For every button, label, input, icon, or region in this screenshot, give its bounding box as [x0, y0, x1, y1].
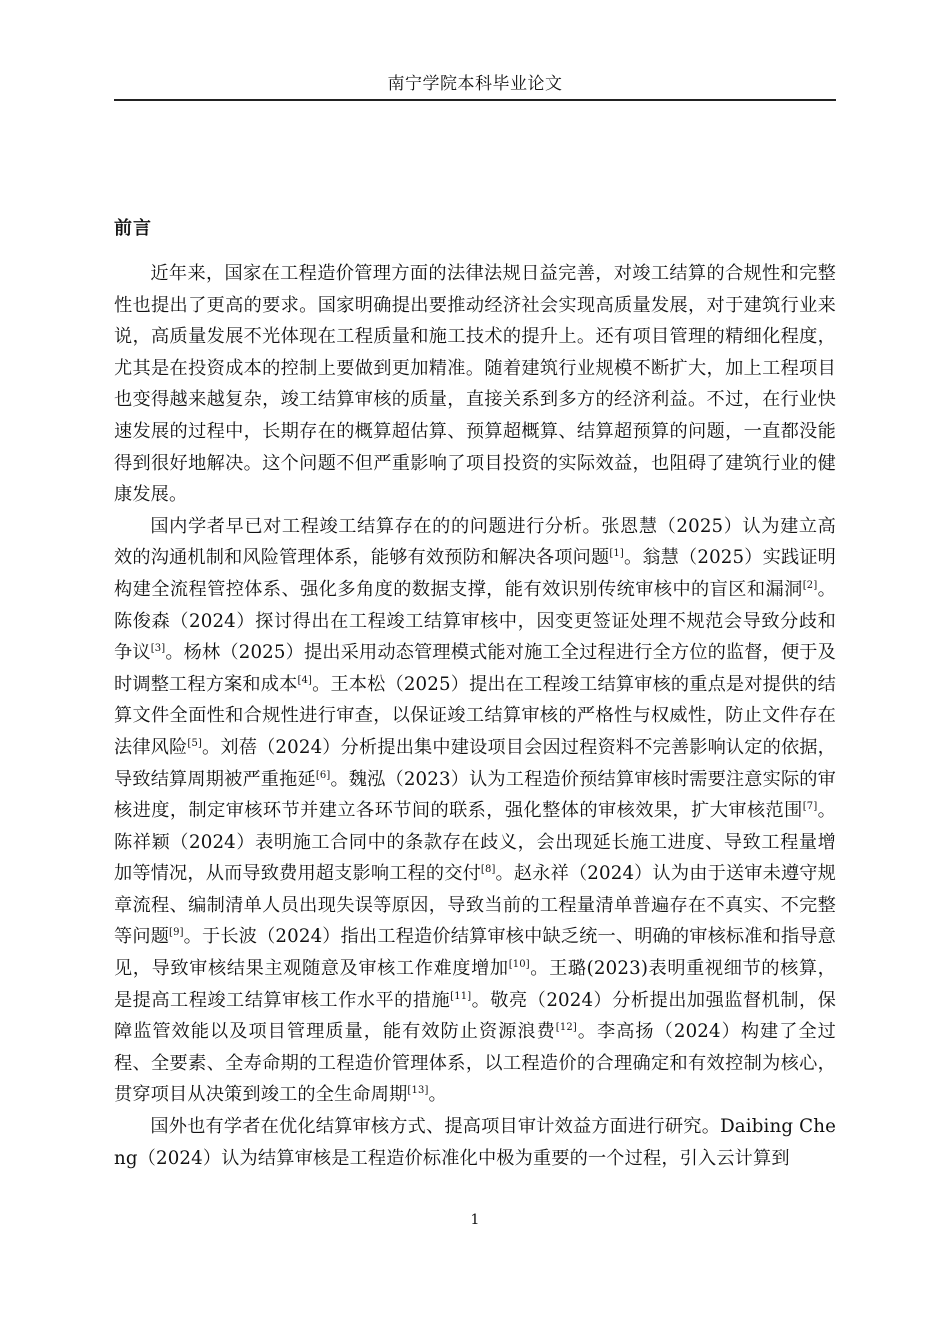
header-rule — [114, 99, 836, 101]
paragraph-text: 。 — [428, 1084, 447, 1106]
paragraph-text: 。陈祥颖（2024）表明施工合同中的条款存在歧义，会出现延长施工进度、导致工程量增加等情况，从而导致费用超支影响工程的交付 — [114, 800, 836, 885]
citation-marker: [3] — [150, 643, 166, 655]
paragraph-text: 。翁慧（2025）实践证明构建全流程管控体系、强化多角度的数据支撑，能有效识别传统审核中的盲区和漏洞 — [114, 547, 836, 600]
citation-marker: [7] — [802, 801, 818, 813]
paragraph-text: 近年来，国家在工程造价管理方面的法律法规日益完善，对竣工结算的合规性和完整性也提出了更高的要求。国家明确提出要推动经济社会实现高质量发展，对于建筑行业来说，高质量发展不光体现在工程质量和施工技术的提升上。还有项目管理的精细化程度，尤其是在投资成本的控制上要做到更加精准。随着建筑行业规模不断扩大，加上工程项目也变得越来越复杂，竣工结算审核的质量，直接关系到多方的经济利益。不过，在行业快速发展的过程中，长期存在的概算超估算、预算超概算、结算超预算的问题，一直都没能得到很好地解决。这个问题不但严重影响了项目投资的实际效益，也阻碍了建筑行业的健康发展。 — [114, 263, 836, 506]
citation-marker: [10] — [508, 959, 530, 970]
citation-marker: [8] — [480, 864, 496, 876]
citation-marker: [12] — [555, 1022, 577, 1034]
citation-marker: [5] — [187, 737, 203, 749]
paragraph-text: 。王璐(2023)表明重视细节的核算，是提高工程竣工结算审核工作水平的措施 — [114, 958, 837, 1011]
citation-marker: [11] — [450, 990, 472, 1002]
paragraph-text: 。杨林（2025）提出采用动态管理模式能对施工全过程进行全方位的监督，便于及时调整工程方案和成本 — [114, 642, 836, 695]
paragraph — [114, 1111, 836, 1174]
body-text — [114, 258, 836, 1174]
citation-marker: [1] — [609, 548, 624, 560]
page-header: 南宁学院本科毕业论文 — [387, 74, 563, 94]
paragraph — [114, 511, 836, 1111]
paragraph-text: 。魏泓（2023）认为工程造价预结算审核时需要注意实际的审核进度，制定审核环节并建立各环节间的联系，强化整体的审核效果，扩大审核范围 — [114, 768, 836, 822]
page-number: 1 — [470, 1212, 480, 1228]
citation-marker: [9] — [169, 927, 184, 939]
citation-marker: [13] — [407, 1085, 429, 1097]
paragraph-text: 。陈俊森（2024）探讨得出在工程竣工结算审核中，因变更签证处理不规范会导致分歧和争议 — [114, 578, 836, 664]
paragraph-text: 。于长波（2024）指出工程造价结算审核中缺乏统一、明确的审核标准和指导意见，导致审核结果主观随意及审核工作难度增加 — [114, 926, 836, 980]
paragraph-text: 。刘蓓（2024）分析提出集中建设项目会因过程资料不完善影响认定的依据，导致结算周期被严重拖延 — [114, 736, 836, 790]
citation-marker: [4] — [297, 674, 313, 686]
paragraph-text: 。敬亮（2024）分析提出加强监督机制，保障监管效能以及项目管理质量，能有效防止资源浪费 — [114, 989, 836, 1043]
section-title: 前言 — [114, 218, 152, 239]
citation-marker: [2] — [802, 579, 818, 591]
paragraph-text: 。王本松（2025）提出在工程竣工结算审核的重点是对提供的结算文件全面性和合规性进行审查，以保证竣工结算审核的严格性与权威性，防止文件存在法律风险 — [114, 673, 836, 758]
paragraph-text: 国外也有学者在优化结算审核方式、提高项目审计效益方面进行研究。Daibing Cheng（2024）认为结算审核是工程造价标准化中极为重要的一个过程，引入云计算到 — [114, 1116, 836, 1169]
paragraph-text: 。李高扬（2024）构建了全过程、全要素、全寿命期的工程造价管理体系，以工程造价的合理确定和有效控制为核心，贯穿项目从决策到竣工的全生命周期 — [114, 1021, 836, 1106]
citation-marker: [6] — [315, 769, 331, 781]
paragraph-text: 。赵永祥（2024）认为由于送审未遵守规章流程、编制清单人员出现失误等原因，导致当前的工程量清单普遍存在不真实、不完整等问题 — [114, 863, 836, 948]
paragraph — [114, 258, 836, 511]
paragraph-text: 国内学者早已对工程竣工结算存在的的问题进行分析。张恩慧（2025）认为建立高效的沟通机制和风险管理体系，能够有效预防和解决各项问题 — [114, 515, 836, 569]
